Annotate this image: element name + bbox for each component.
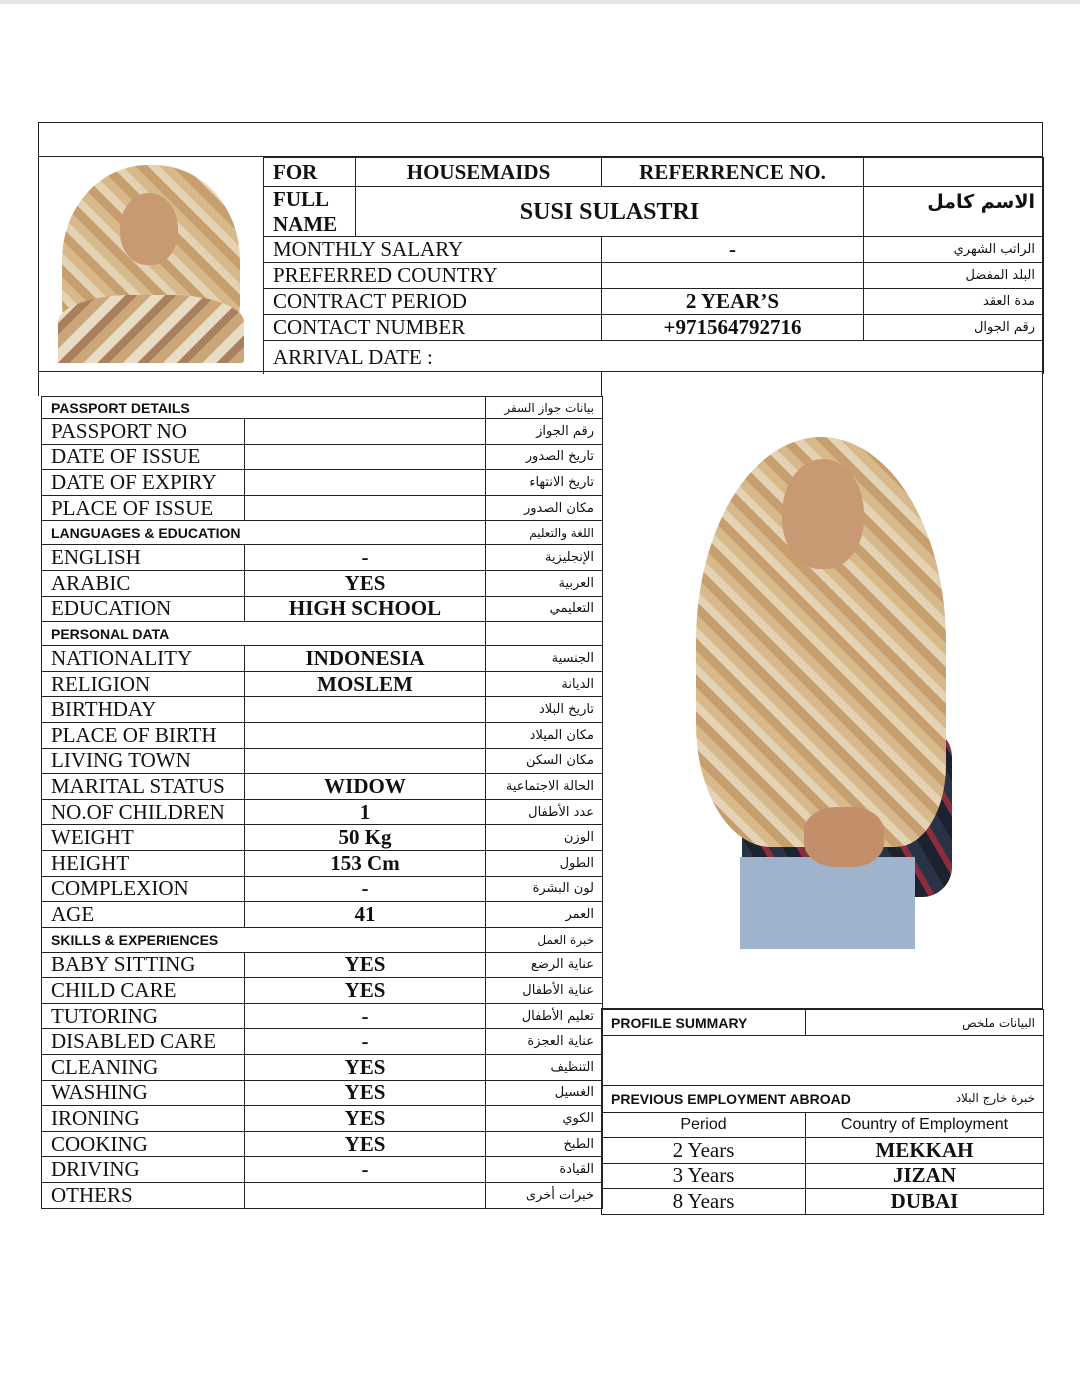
skills-value: YES [245, 978, 486, 1004]
passport-section-title: PASSPORT DETAILS [42, 397, 486, 419]
employment-row [602, 1189, 1044, 1215]
fullname-value: SUSI SULASTRI [356, 187, 864, 237]
languages-section-title-ar: اللغة والتعليم [486, 521, 603, 545]
reference-label: REFERRENCE NO. [602, 158, 864, 187]
skills-label-ar: القيادة [486, 1157, 603, 1183]
skills-label: BABY SITTING [42, 952, 245, 978]
languages-label: EDUCATION [42, 596, 245, 622]
for-label: FOR [264, 158, 356, 187]
skills-label: IRONING [42, 1106, 245, 1132]
skills-value: YES [245, 952, 486, 978]
skills-label: OTHERS [42, 1183, 245, 1209]
employment-country: JIZAN [806, 1163, 1044, 1189]
table-row [42, 596, 603, 622]
personal-value [245, 697, 486, 723]
languages-label-ar: التعليمي [486, 596, 603, 622]
table-row [42, 1055, 603, 1081]
skills-value: - [245, 1003, 486, 1029]
personal-label: WEIGHT [42, 825, 245, 851]
personal-label-ar: تاريخ البلاد [486, 697, 603, 723]
reference-value [864, 158, 1044, 187]
personal-label-ar: مكان الميلاد [486, 722, 603, 748]
passport-label: DATE OF EXPIRY [42, 470, 245, 496]
skills-value: - [245, 1029, 486, 1055]
passport-label-ar: تاريخ الانتهاء [486, 470, 603, 496]
employment-period: 3 Years [602, 1163, 806, 1189]
country-value [602, 263, 864, 289]
salary-value: - [602, 237, 864, 263]
languages-value: HIGH SCHOOL [245, 596, 486, 622]
skills-section-title: SKILLS & EXPERIENCES [42, 927, 486, 952]
passport-value [245, 419, 486, 445]
employment-title [602, 1086, 1044, 1113]
fullname-ar: الاسم كامل [864, 187, 1044, 237]
languages-value: - [245, 545, 486, 571]
personal-label-ar: العمر [486, 902, 603, 928]
skills-value [245, 1183, 486, 1209]
table-row [42, 545, 603, 571]
employment-period: 8 Years [602, 1189, 806, 1215]
personal-label: LIVING TOWN [42, 748, 245, 774]
skills-section-title-ar: خبرة العمل [486, 927, 603, 952]
employment-country: MEKKAH [806, 1138, 1044, 1164]
table-row [42, 570, 603, 596]
personal-label: COMPLEXION [42, 876, 245, 902]
salary-ar: الراتب الشهري [864, 237, 1044, 263]
personal-label-ar: الطول [486, 850, 603, 876]
passport-label: PLACE OF ISSUE [42, 495, 245, 521]
passport-label-ar: رقم الجواز [486, 419, 603, 445]
table-row [42, 470, 603, 496]
profile-body [602, 1036, 1044, 1086]
personal-label-ar: الوزن [486, 825, 603, 851]
salary-label: MONTHLY SALARY [264, 237, 602, 263]
skills-label-ar: عناية العجزة [486, 1029, 603, 1055]
skills-label: CLEANING [42, 1055, 245, 1081]
skills-label-ar: عناية الرضع [486, 952, 603, 978]
header-table [263, 157, 1044, 374]
skills-label-ar: عناية الأطفال [486, 978, 603, 1004]
personal-label-ar: الديانة [486, 671, 603, 697]
table-row [42, 671, 603, 697]
country-label: PREFERRED COUNTRY [264, 263, 602, 289]
contract-label: CONTRACT PERIOD [264, 289, 602, 315]
table-row [42, 825, 603, 851]
languages-value: YES [245, 570, 486, 596]
passport-value [245, 495, 486, 521]
profile-title-ar: البيانات ملخص [806, 1010, 1044, 1036]
contact-label: CONTACT NUMBER [264, 315, 602, 341]
personal-value [245, 748, 486, 774]
passport-label: DATE OF ISSUE [42, 444, 245, 470]
personal-label: NATIONALITY [42, 646, 245, 672]
contract-ar: مدة العقد [864, 289, 1044, 315]
table-row [42, 978, 603, 1004]
skills-label: TUTORING [42, 1003, 245, 1029]
employment-country: DUBAI [806, 1189, 1044, 1215]
passport-label: PASSPORT NO [42, 419, 245, 445]
table-row [42, 1003, 603, 1029]
contact-ar: رقم الجوال [864, 315, 1044, 341]
personal-label-ar: عدد الأطفال [486, 799, 603, 825]
skills-value: - [245, 1157, 486, 1183]
personal-label: BIRTHDAY [42, 697, 245, 723]
table-row [42, 952, 603, 978]
table-row [42, 1029, 603, 1055]
skills-label: DRIVING [42, 1157, 245, 1183]
skills-value: YES [245, 1131, 486, 1157]
skills-label-ar: الغسيل [486, 1080, 603, 1106]
contact-value: +971564792716 [602, 315, 864, 341]
personal-label: MARITAL STATUS [42, 774, 245, 800]
table-row [42, 1183, 603, 1209]
passport-label-ar: مكان الصدور [486, 495, 603, 521]
employment-row [602, 1138, 1044, 1164]
passport-section-title-ar: بيانات جواز السفر [486, 397, 603, 419]
table-row [42, 1131, 603, 1157]
personal-value: 50 Kg [245, 825, 486, 851]
profile-title: PROFILE SUMMARY [602, 1010, 806, 1036]
personal-value: - [245, 876, 486, 902]
skills-label: DISABLED CARE [42, 1029, 245, 1055]
personal-label: NO.OF CHILDREN [42, 799, 245, 825]
table-row [42, 902, 603, 928]
arrival-label: ARRIVAL DATE : [264, 341, 1044, 374]
personal-value: 153 Cm [245, 850, 486, 876]
personal-value: 41 [245, 902, 486, 928]
personal-value [245, 722, 486, 748]
skills-label: WASHING [42, 1080, 245, 1106]
personal-label-ar: لون البشرة [486, 876, 603, 902]
country-header: Country of Employment [806, 1113, 1044, 1138]
table-row [42, 697, 603, 723]
table-row [42, 646, 603, 672]
table-row [42, 1157, 603, 1183]
table-row [42, 1106, 603, 1132]
skills-label-ar: التنظيف [486, 1055, 603, 1081]
table-row [42, 1080, 603, 1106]
table-row [42, 774, 603, 800]
skills-label-ar: الكوي [486, 1106, 603, 1132]
table-row [42, 444, 603, 470]
skills-label-ar: تعليم الأطفال [486, 1003, 603, 1029]
passport-label-ar: تاريخ الصدور [486, 444, 603, 470]
full-body-photo [694, 437, 956, 949]
contract-value: 2 YEAR’S [602, 289, 864, 315]
left-gap [38, 371, 602, 396]
personal-label: RELIGION [42, 671, 245, 697]
personal-value: MOSLEM [245, 671, 486, 697]
table-row [42, 876, 603, 902]
for-value: HOUSEMAIDS [356, 158, 602, 187]
personal-section-title-ar [486, 622, 603, 646]
table-row [42, 419, 603, 445]
employment-period: 2 Years [602, 1138, 806, 1164]
personal-value: WIDOW [245, 774, 486, 800]
passport-value [245, 444, 486, 470]
languages-label-ar: العربية [486, 570, 603, 596]
passport-value [245, 470, 486, 496]
personal-label: PLACE OF BIRTH [42, 722, 245, 748]
skills-value: YES [245, 1080, 486, 1106]
personal-value: INDONESIA [245, 646, 486, 672]
skills-label: CHILD CARE [42, 978, 245, 1004]
personal-section-title: PERSONAL DATA [42, 622, 486, 646]
portrait-photo [58, 165, 244, 363]
employment-row [602, 1163, 1044, 1189]
languages-section-title: LANGUAGES & EDUCATION [42, 521, 486, 545]
country-ar: البلد المفضل [864, 263, 1044, 289]
personal-label-ar: الحالة الاجتماعية [486, 774, 603, 800]
employment-table [601, 1009, 1044, 1215]
fullname-label: FULL NAME [264, 187, 356, 237]
table-row [42, 722, 603, 748]
languages-label: ENGLISH [42, 545, 245, 571]
languages-label-ar: الإنجليزية [486, 545, 603, 571]
period-header: Period [602, 1113, 806, 1138]
personal-label: HEIGHT [42, 850, 245, 876]
employment-title-ar: خبرة خارج البلاد [955, 1091, 1035, 1105]
languages-label: ARABIC [42, 570, 245, 596]
skills-value: YES [245, 1106, 486, 1132]
personal-label-ar: مكان السكن [486, 748, 603, 774]
table-row [42, 495, 603, 521]
top-bar [0, 0, 1080, 4]
details-table [41, 396, 603, 1209]
table-row [42, 748, 603, 774]
employment-title-text: PREVIOUS EMPLOYMENT ABROAD [611, 1091, 851, 1107]
skills-label-ar: الطبخ [486, 1131, 603, 1157]
skills-value: YES [245, 1055, 486, 1081]
table-row [42, 799, 603, 825]
personal-label: AGE [42, 902, 245, 928]
personal-value: 1 [245, 799, 486, 825]
table-row [42, 850, 603, 876]
skills-label: COOKING [42, 1131, 245, 1157]
skills-label-ar: خبرات أخرى [486, 1183, 603, 1209]
personal-label-ar: الجنسية [486, 646, 603, 672]
